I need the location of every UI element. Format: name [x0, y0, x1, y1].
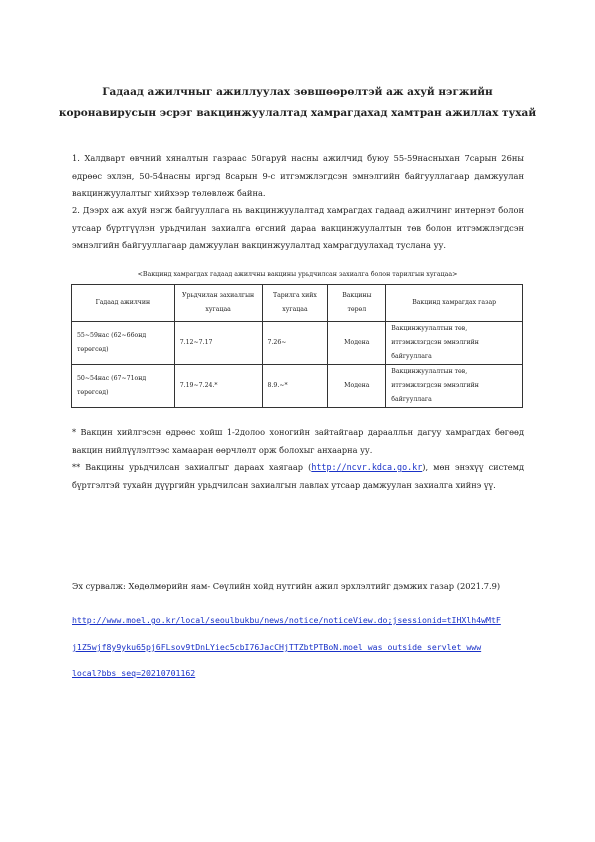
table-row: [72, 322, 523, 365]
cell-vaccine: Модена: [328, 365, 386, 408]
page-title-line-2: коронавирусын эсрэг вакцинжуулалтад хамрагдахад хамтран ажиллах тухай: [58, 107, 537, 119]
cell-vaccine: Модена: [328, 322, 386, 365]
vaccination-schedule-table: [71, 284, 523, 408]
header-worker: Гадаад ажилчин: [72, 285, 175, 322]
cell-worker: 50~54нас (67~71онд төрөгсөд): [72, 365, 175, 408]
source-label: Эх сурвалж: Хөдөлмөрийн яам- Сөүлийн хойд нутгийн ажил эрхлэлтийг дэмжих газар (2021.7.9): [72, 581, 501, 591]
source-url-line-2[interactable]: j1Z5wjf8y9yku65pj6FLsov9tDnLYiec5cbI76JacCHjTTZbtPTBoN.moel_was_outside_servlet_www: [72, 642, 482, 652]
header-vaccination-place: Вакцинд хамрагдах газар: [386, 285, 523, 322]
ncvr-link[interactable]: http://ncvr.kdca.go.kr: [311, 462, 423, 472]
header-vaccine-type: Вакцины төрөл: [328, 285, 386, 322]
header-booking-period: Урьдчилан захиалгын хугацаа: [174, 285, 262, 322]
paragraph-1: 1. Халдварт өвчний хяналтын газраас 50гаруй насны ажилчид буюу 55-59насныхан 7сарын 26ны өдрөөс эхлэн, 50-54насны иргэд 8сарын 9-с итгэмжлэгдсэн эмнэлгийн байгууллагаар дамжуулан вакцинжуулалтыг хийхээр төлөвлөж байна.: [72, 153, 524, 198]
source-url-line-3[interactable]: local?bbs_seq=20210701162: [72, 668, 196, 678]
footnote-2: [72, 459, 524, 494]
table-caption: <Вакцинд хамрагдах гадаад ажилчны вакцины урьдчилсан захиалга болон тарилгын хугацаа>: [137, 271, 458, 278]
footnote-1: * Вакцин хийлгэсэн өдрөөс хойш 1-2долоо хоногийн зайтайгаар дараалльн дагуу хамрагдах бөгөөд вакцин нийлүүлэлтээс хамаарaн өөрчлөлт орж болохыг анхаарна уу.: [72, 427, 524, 455]
cell-booking: 7.19~7.24.*: [174, 365, 262, 408]
cell-place: Вакцинжуулалтын төв, итгэмжлэгдсэн эмнэлгийн байгууллага: [386, 322, 523, 365]
table-row: [72, 365, 523, 408]
paragraph-2: 2. Дээрх аж ахуй нэгж байгууллага нь вакцинжуулалтад хамрагдах гадаад ажилчинг интернэт болон утсаар бүртгүүлэн урьдчилан захиалга өгсний дараа вакцинжуулалтын төв болон итгэмжлэгдсэн эмнэлгийн байгууллагаар дамжуулан вакцинжуулалтад хамрагдуулахад туслана уу.: [72, 205, 524, 250]
cell-booking: 7.12~7.17: [174, 322, 262, 365]
footnote-2-text-after: ), мөн энэхүү системд бүртгэлтэй тухайн дүүргийн урьдчилсан захиалгын лавлах утсаар дамжуулан захиалга хийнэ үү.: [72, 462, 524, 490]
cell-injection: 8.9.~*: [262, 365, 328, 408]
footnote-2-text-before: ** Вакцины урьдчилсан захиалгыг дараах хаягаар (: [72, 462, 312, 472]
page-title-line-1: Гадаад ажилчныг ажиллуулах зөвшөөрөлтэй аж ахуй нэгжийн: [102, 86, 493, 98]
cell-worker: 55~59нас (62~66онд төрөгсөд): [72, 322, 175, 365]
table-header-row: [72, 285, 523, 322]
header-injection-period: Тарилга хийх хугацаа: [262, 285, 328, 322]
source-url-line-1[interactable]: http://www.moel.go.kr/local/seoulbukbu/news/notice/noticeView.do;jsessionid=tIHXlh4wMtF: [72, 615, 501, 625]
cell-place: Вакцинжуулалтын төв, итгэмжлэгдсэн эмнэлгийн байгууллага: [386, 365, 523, 408]
cell-injection: 7.26~: [262, 322, 328, 365]
